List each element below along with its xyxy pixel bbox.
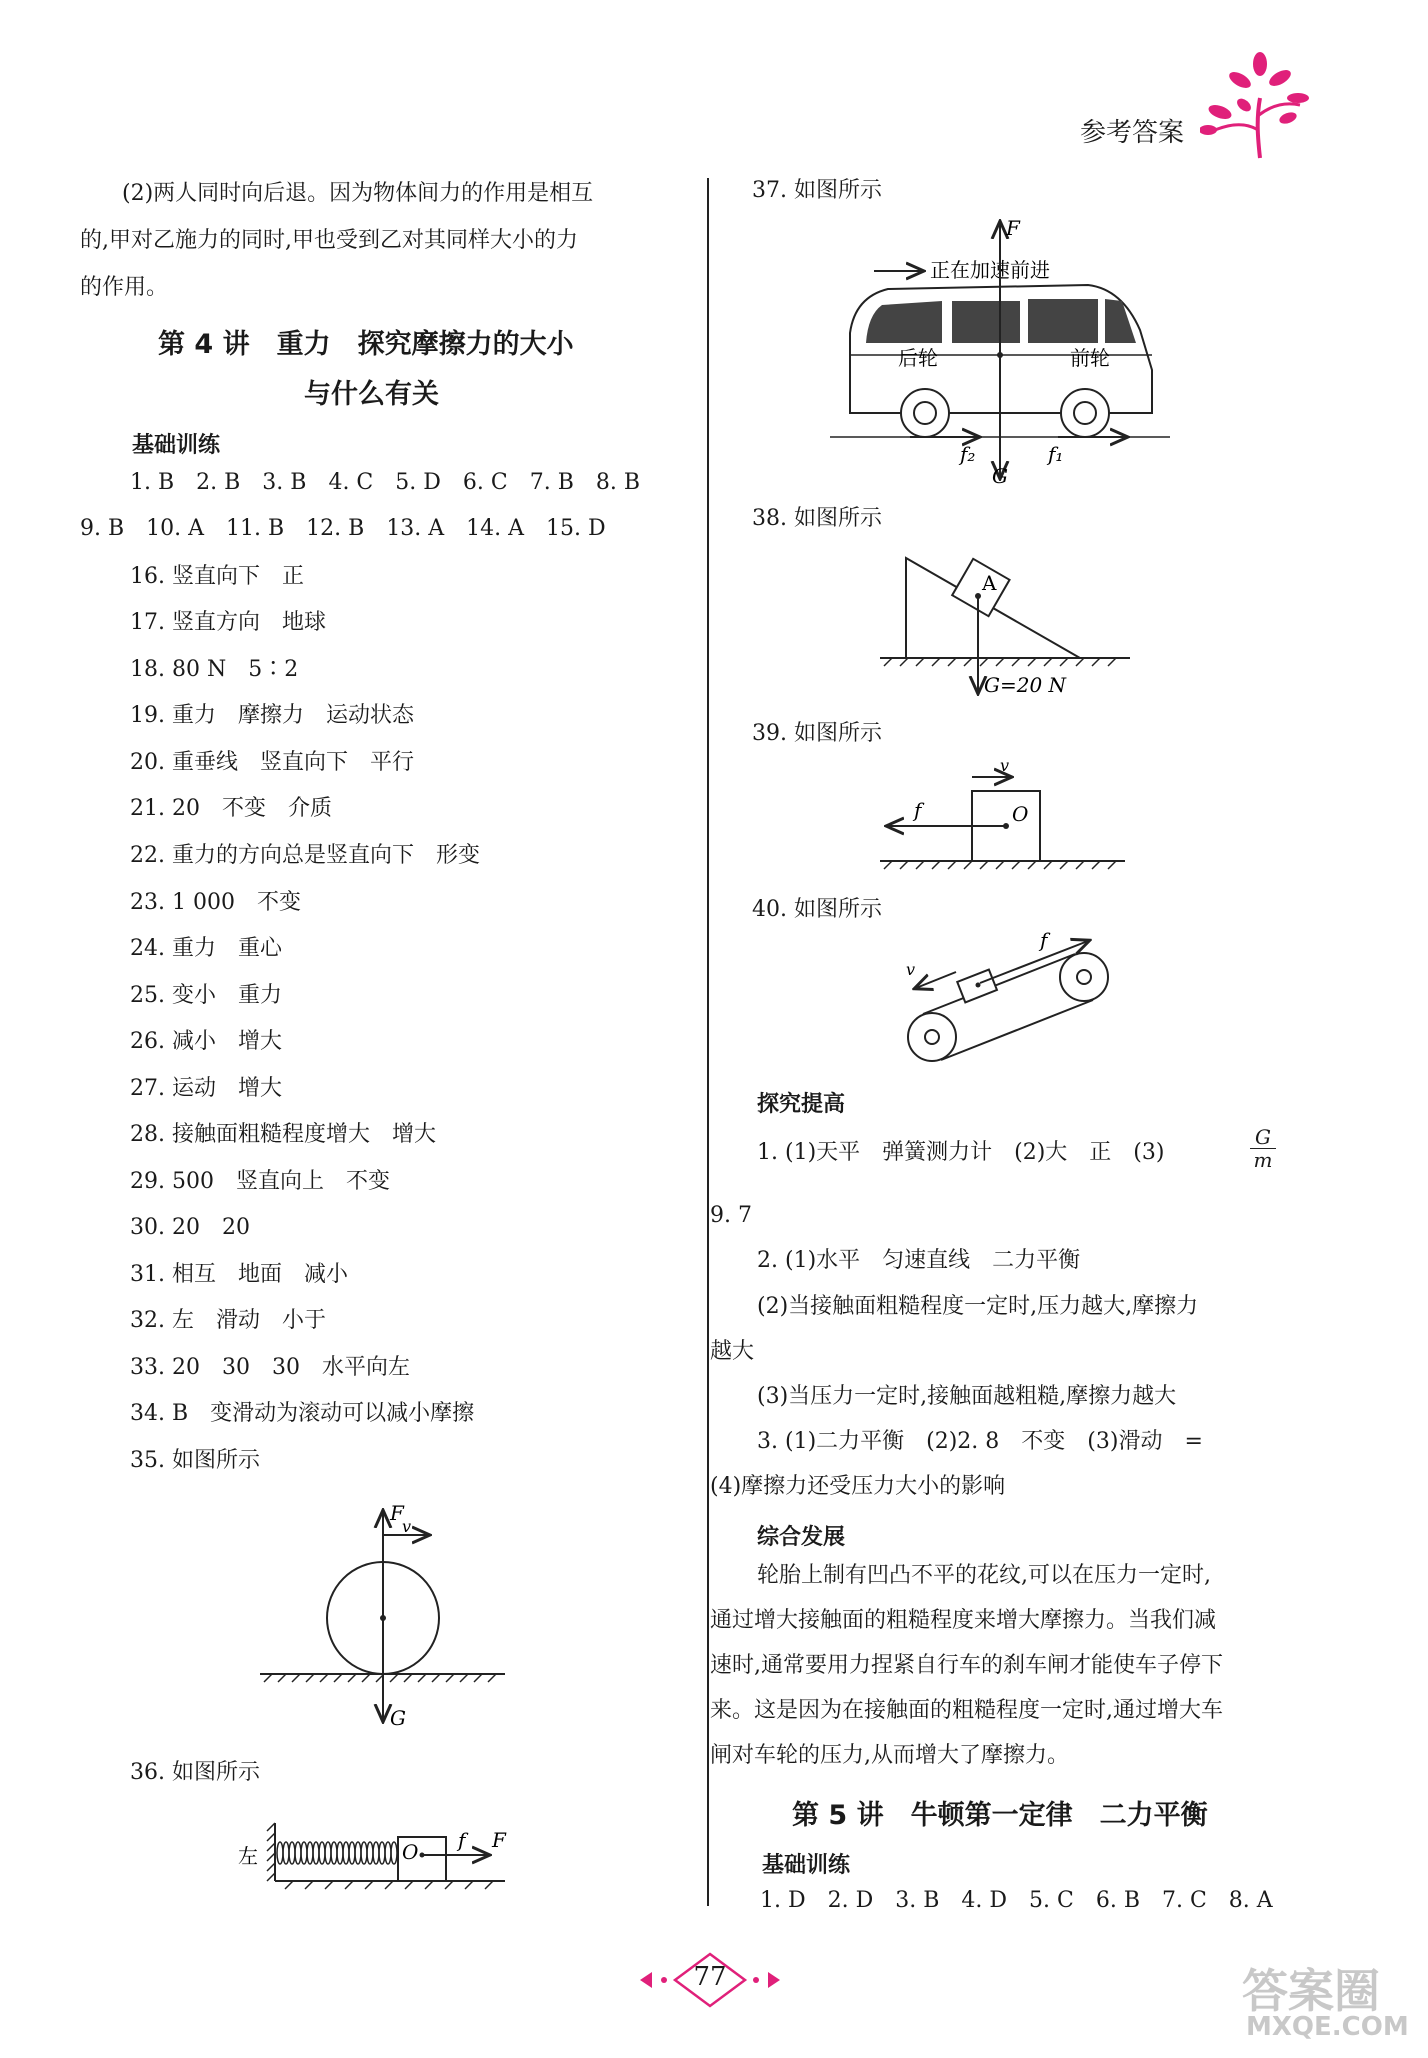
answer-35: 35. 如图所示 (130, 1448, 260, 1473)
figure-36-spring-block (230, 1815, 530, 1895)
figure-38-incline (880, 540, 1140, 710)
answer-22: 22. 重力的方向总是竖直向下 形变 (130, 843, 480, 868)
page-number: 77 (693, 1962, 727, 1992)
fig38-label-A: A (982, 571, 997, 595)
watermark-url: MXQE.COM (1246, 2012, 1409, 2042)
answer-21: 21. 20 不变 介质 (130, 796, 332, 821)
fig37-label-f2: f₂ (960, 442, 976, 466)
explore-1-cont: 9. 7 (710, 1203, 752, 1228)
comp-line-5: 闸对车轮的压力,从而增大了摩擦力。 (710, 1743, 1069, 1768)
fig39-label-O: O (1012, 802, 1029, 826)
answer-27: 27. 运动 增大 (130, 1076, 282, 1101)
fig37-label-rear: 后轮 (898, 346, 938, 370)
explore-2a: 2. (1)水平 匀速直线 二力平衡 (757, 1248, 1081, 1273)
basic-training-heading-5: 基础训练 (762, 1853, 851, 1878)
answer-40: 40. 如图所示 (752, 897, 882, 922)
fig40-label-f: f (1040, 928, 1048, 952)
fig39-label-v: v (1000, 756, 1010, 775)
explore-1: 1. (1)天平 弹簧测力计 (2)大 正 (3) (757, 1140, 1165, 1165)
answer-30: 30. 20 20 (130, 1215, 250, 1240)
fig36-label-O: O (402, 1840, 419, 1864)
answer-39: 39. 如图所示 (752, 721, 882, 746)
comp-line-2: 通过增大接触面的粗糙程度来增大摩擦力。当我们减 (710, 1608, 1217, 1633)
fig39-label-f: f (914, 798, 922, 822)
explore-3b: (4)摩擦力还受压力大小的影响 (710, 1474, 1006, 1499)
answer-23: 23. 1 000 不变 (130, 890, 301, 915)
fig37-label-F: F (1006, 216, 1020, 240)
figure-37-van (830, 215, 1170, 485)
intro-line-3: 的作用。 (80, 275, 169, 300)
fig35-label-G: G (390, 1706, 406, 1730)
intro-line-1: (2)两人同时向后退。因为物体间力的作用是相互 (122, 181, 594, 206)
fig36-label-F: F (492, 1828, 506, 1852)
explore-2b: (2)当接触面粗糙程度一定时,压力越大,摩擦力 (757, 1294, 1199, 1319)
figure-35-ball (250, 1500, 520, 1740)
answer-29: 29. 500 竖直向上 不变 (130, 1169, 390, 1194)
comp-line-4: 来。这是因为在接触面的粗糙程度一定时,通过增大车 (710, 1698, 1223, 1723)
mc5-answers-row: 1. D 2. D 3. B 4. D 5. C 6. B 7. C 8. A (760, 1888, 1273, 1913)
mc-answers-row2: 9. B 10. A 11. B 12. B 13. A 14. A 15. D (80, 516, 606, 541)
tree-logo-icon (1200, 50, 1310, 160)
explore-heading: 探究提高 (757, 1092, 846, 1117)
fraction-g-over-m (1250, 1126, 1276, 1171)
answer-33: 33. 20 30 30 水平向左 (130, 1355, 410, 1380)
answer-25: 25. 变小 重力 (130, 983, 282, 1008)
watermark-logo: 答案圈 (1242, 1964, 1380, 2018)
answer-38: 38. 如图所示 (752, 506, 882, 531)
answer-24: 24. 重力 重心 (130, 936, 282, 961)
intro-line-2: 的,甲对乙施力的同时,甲也受到乙对其同样大小的力 (80, 228, 578, 253)
answer-31: 31. 相互 地面 减小 (130, 1262, 348, 1287)
answer-37: 37. 如图所示 (752, 178, 882, 203)
fig37-label-front: 前轮 (1070, 346, 1110, 370)
comp-line-3: 速时,通常要用力捏紧自行车的刹车闸才能使车子停下 (710, 1653, 1223, 1678)
answer-17: 17. 竖直方向 地球 (130, 610, 326, 635)
comprehensive-heading: 综合发展 (757, 1525, 846, 1550)
explore-2c: 越大 (710, 1339, 755, 1364)
figure-40-conveyor (900, 925, 1120, 1065)
fig37-label-f1: f₁ (1048, 442, 1064, 466)
answer-20: 20. 重垂线 竖直向下 平行 (130, 750, 414, 775)
answer-36: 36. 如图所示 (130, 1760, 260, 1785)
section-title-4-line2: 与什么有关 (304, 379, 439, 410)
fig37-label-G: G (992, 464, 1008, 485)
basic-training-heading: 基础训练 (132, 433, 221, 458)
answer-18: 18. 80 N 5∶2 (130, 657, 299, 682)
fig35-label-v: v (402, 1517, 412, 1536)
fig36-label-f: f (458, 1828, 466, 1852)
fig36-label-left: 左 (238, 1844, 258, 1868)
fraction-denominator: m (1253, 1148, 1273, 1172)
explore-3a: 3. (1)二力平衡 (2)2. 8 不变 (3)滑动 = (757, 1429, 1203, 1454)
fig35-label-F: F (390, 1501, 404, 1525)
answer-19: 19. 重力 摩擦力 运动状态 (130, 703, 414, 728)
section-title-5: 第 5 讲 牛顿第一定律 二力平衡 (792, 1800, 1208, 1831)
header-title: 参考答案 (1080, 118, 1185, 148)
figure-39-block (880, 755, 1140, 885)
section-title-4-line1: 第 4 讲 重力 探究摩擦力的大小 (158, 329, 574, 360)
explore-2d: (3)当压力一定时,接触面越粗糙,摩擦力越大 (757, 1384, 1177, 1409)
answer-16: 16. 竖直向下 正 (130, 564, 304, 589)
column-divider (707, 178, 709, 1906)
comp-line-1: 轮胎上制有凹凸不平的花纹,可以在压力一定时, (757, 1563, 1211, 1588)
fraction-numerator: G (1250, 1126, 1276, 1149)
fig40-label-v: v (906, 960, 916, 979)
fig37-label-motion: 正在加速前进 (930, 258, 1050, 282)
answer-32: 32. 左 滑动 小于 (130, 1308, 326, 1333)
answer-34: 34. B 变滑动为滚动可以减小摩擦 (130, 1401, 475, 1426)
answer-28: 28. 接触面粗糙程度增大 增大 (130, 1122, 436, 1147)
mc-answers-row1: 1. B 2. B 3. B 4. C 5. D 6. C 7. B 8. B (130, 470, 641, 495)
fig38-label-G: G=20 N (984, 673, 1067, 697)
answer-26: 26. 减小 增大 (130, 1029, 282, 1054)
